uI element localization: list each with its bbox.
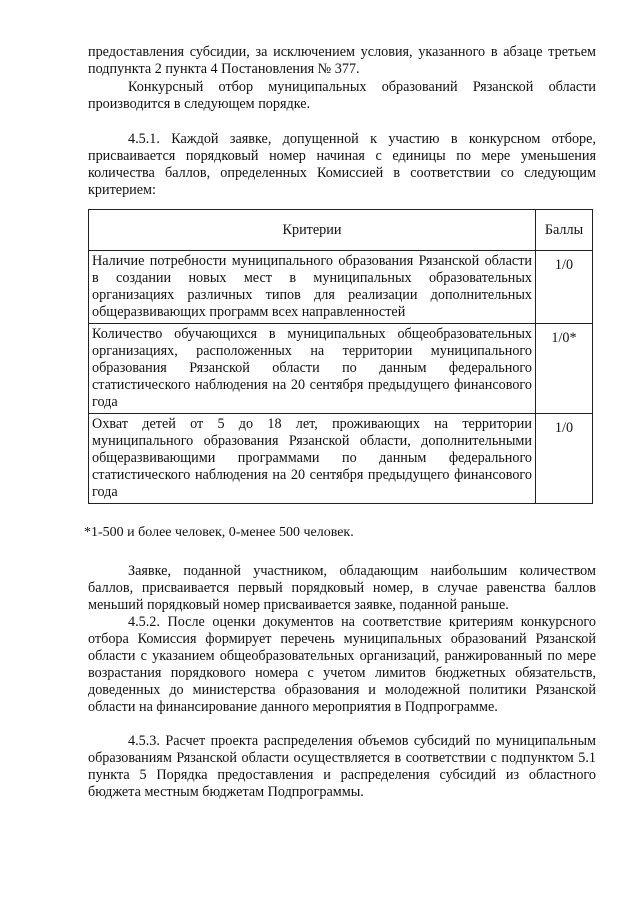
criterion-text: Количество обучающихся в муниципальных общеобразовательных организациях, расположенных на территории муниципального образования Рязанской области по данным федерального статистического наблюдения на 20 сентября предыдущего финансового года — [92, 326, 532, 410]
criteria-column-header: Критерии — [89, 210, 536, 251]
points-cell: 1/0 — [536, 414, 593, 504]
item-4-5-1-paragraph: 4.5.1. Каждой заявке, допущенной к участию в конкурсном отборе, присваивается порядковый номер начиная с единицы по мере уменьшения количества баллов, определенных Комиссией в соответствии со следующим критерием: — [88, 131, 596, 198]
points-cell: 1/0 — [536, 251, 593, 324]
selection-paragraph: Конкурсный отбор муниципальных образований Рязанской области производится в следующем порядке. — [88, 79, 596, 112]
criterion-cell — [89, 414, 536, 504]
criterion-text: Наличие потребности муниципального образования Рязанской области в создании новых мест в муниципальных образовательных организациях различных типов для реализации дополнительных общеразвивающих программ всех направленностей — [92, 253, 532, 320]
criterion-cell — [89, 324, 536, 414]
ranking-paragraph: Заявке, поданной участником, обладающим наибольшим количеством баллов, присваивается первый порядковый номер, в случае равенства баллов меньший порядковый номер присваивается заявке, поданной раньше. — [88, 563, 596, 613]
criterion-text: Охват детей от 5 до 18 лет, проживающих на территории муниципального образования Рязанской области, дополнительными общеразвивающими программами по данным федерального статистического наблюдения на 20 сентября предыдущего финансового года — [92, 416, 532, 500]
item-4-5-3-paragraph: 4.5.3. Расчет проекта распределения объемов субсидий по муниципальным образованиям Рязанской области осуществляется в соответствии с подпунктом 5.1 пункта 5 Порядка предоставления и распределения субсидий из областного бюджета местным бюджетам Подпрограммы. — [88, 733, 596, 800]
table-row — [89, 251, 593, 324]
table-header-row — [89, 210, 593, 251]
points-cell: 1/0* — [536, 324, 593, 414]
table-row — [89, 324, 593, 414]
table-row — [89, 414, 593, 504]
points-column-header: Баллы — [536, 210, 593, 251]
item-4-5-2-paragraph: 4.5.2. После оценки документов на соответствие критериям конкурсного отбора Комиссия формирует перечень муниципальных образований Рязанской области с указанием общеобразовательных организаций, ранжированный по мере возрастания порядкового номера с учетом лимитов бюджетных обязательств, доведенных до министерства образования и молодежной политики Рязанской области на финансирование данного мероприятия в Подпрограмме. — [88, 614, 596, 715]
criteria-table — [88, 209, 593, 504]
intro-paragraph: предоставления субсидии, за исключением условия, указанного в абзаце третьем подпункта 2 пункта 4 Постановления № 377. — [88, 44, 596, 77]
table-footnote: *1-500 и более человек, 0-менее 500 человек. — [84, 525, 354, 540]
criterion-cell — [89, 251, 536, 324]
